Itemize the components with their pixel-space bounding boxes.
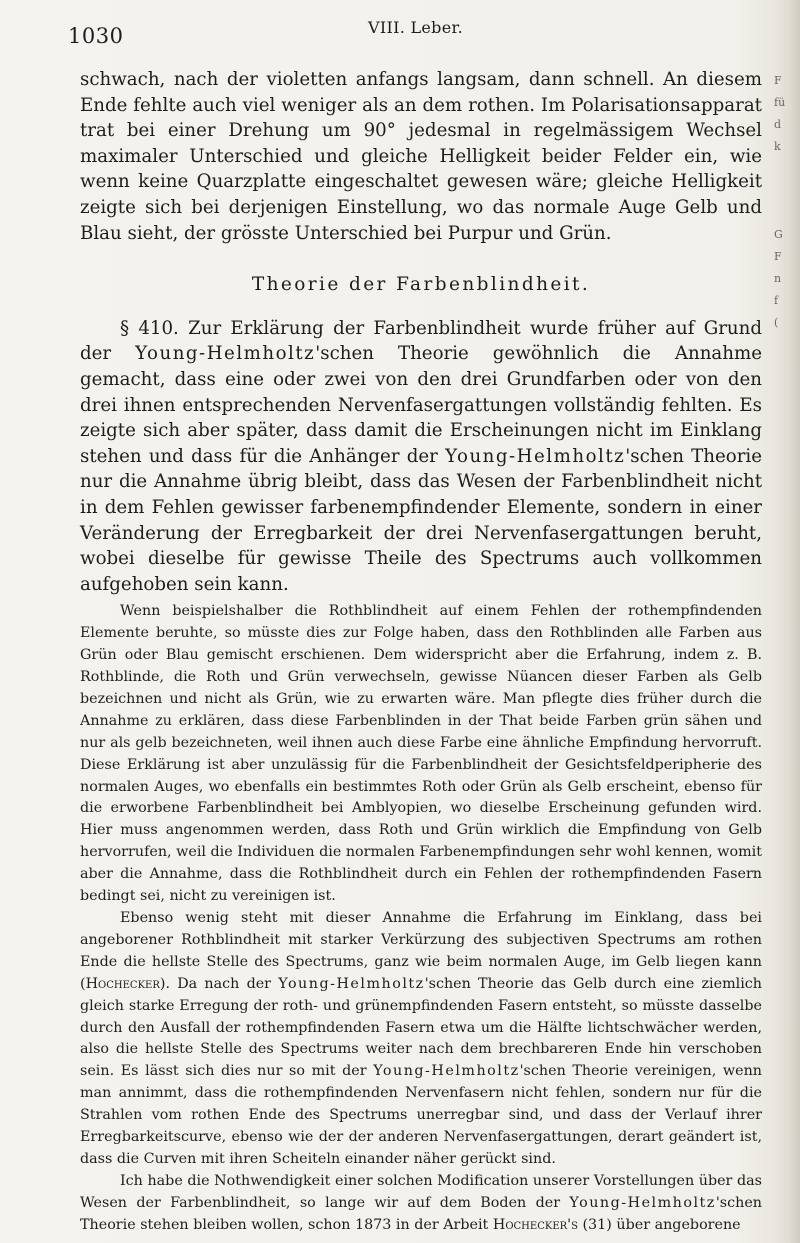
page-edge xyxy=(788,0,800,1243)
author-name: Young-Helmholtz xyxy=(373,1063,520,1080)
facing-page-bleed xyxy=(774,70,786,334)
citation: Hochecker's xyxy=(492,1216,578,1233)
author-name: Young-Helmholtz xyxy=(445,445,626,467)
bleed-mark: F xyxy=(774,74,782,87)
bleed-mark: F xyxy=(774,250,782,263)
running-head: VIII. Leber. xyxy=(368,18,464,37)
bleed-mark: ( xyxy=(774,316,779,329)
paragraph-continuation: schwach, nach der violetten anfangs langsam, dann schnell. An diesem Ende fehlte auch viel weniger als an dem rothen. Im Polarisationsapparat trat bei einer Drehung um 90° jedesmal in regelmässigem Wechsel maximaler Unterschied und gleiche Helligkeit beider Felder ein, wie wenn keine Quarzplatte eingeschaltet gewesen wäre; gleiche Helligkeit zeigte sich bei derjenigen Einstellung, wo das normale Auge Gelb und Blau sieht, der grösste Unterschied bei Purpur und Grün. xyxy=(80,69,762,244)
bleed-mark: f xyxy=(774,294,779,307)
section-number: § 410. xyxy=(120,317,179,339)
bleed-mark: n xyxy=(774,272,782,285)
author-name: Young-Helmholtz xyxy=(569,1194,716,1211)
page-number: 1030 xyxy=(68,24,124,48)
small-print-block xyxy=(80,601,762,1236)
author-name: Young-Helmholtz xyxy=(135,343,316,365)
bleed-mark: d xyxy=(774,118,782,131)
small-paragraph-2: Ebenso wenig steht mit dieser Annahme die Erfahrung im Einklang, dass bei angeborener Rothblindheit mit starker Verkürzung des subjectiven Spectrums am rothen Ende die hellste Stelle des Spectrums, ganz wie beim normalen Auge, im Gelb liegen kann (Hochecker). Da nach der Young-Helmholtz'schen Theorie das Gelb durch eine ziemlich gleich starke Erregung der roth- und grünempfindenden Fasern entsteht, so müsste dasselbe durch den Ausfall der rothempfindenden Fasern etwa um die Hälfte lichtschwächer werden, also die hellste Stelle des Spectrums weiter nach dem brechbareren Ende hin verschoben sein. Es lässt sich dies nur so mit der Young-Helmholtz'schen Theorie vereinigen, wenn man annimmt, dass die rothempfindenden Nervenfasern nicht fehlen, sondern nur für die Strahlen vom rothen Ende des Spectrums unerregbar sind, und dass der Verlauf ihrer Erregbarkeitscurve, ebenso wie der der anderen Nervenfasergattungen, derart geändert ist, dass die Curven mit ihren Scheiteln einander näher gerückt sind. xyxy=(80,909,763,1167)
small-paragraph-3: Ich habe die Nothwendigkeit einer solchen Modification unserer Vorstellungen über das Wesen der Farbenblindheit, so lange wir auf dem Boden der Young-Helmholtz'schen Theorie stehen bleiben wollen, schon 1873 in der Arbeit Hochecker's (31) über angeborene xyxy=(80,1172,762,1233)
small-paragraph-1: Wenn beispielshalber die Rothblindheit auf einem Fehlen der rothempfindenden Elemente beruhte, so müsste dies zur Folge haben, dass den Rothblinden alle Farben aus Grün oder Blau gemischt erschienen. Dem widerspricht aber die Erfahrung, indem z. B. Rothblinde, die Roth und Grün verwechseln, gewisse Nüancen dieser Farben als Gelb bezeichnen und nicht als Grün, wie zu erwarten wäre. Man pflegte dies früher durch die Annahme zu erklären, dass diese Farbenblinden in der That beide Farben grün sähen und nur als gelb bezeichneten, weil ihnen auch diese Farbe eine ähnliche Empfindung hervorruft. Diese Erklärung ist aber unzulässig für die Farbenblindheit der Gesichtsfeldperipherie des normalen Auges, wo ebenfalls ein bestimmtes Roth oder Grün als Gelb erscheint, ebenso für die erworbene Farbenblindheit bei Amblyopien, wo dieselbe Erscheinung gefunden wird. Hier muss angenommen werden, dass Roth und Grün wirklich die Empfindung von Gelb hervorrufen, weil die Individuen die normalen Farbenempfindungen sehr wohl kennen, womit aber die Annahme, dass die Rothblindheit durch ein Fehlen der rothempfindenden Fasern bedingt sei, nicht zu vereinigen ist. xyxy=(80,603,762,905)
bleed-mark: k xyxy=(774,140,781,153)
section-heading: Theorie der Farbenblindheit. xyxy=(251,274,591,296)
main-text xyxy=(80,67,762,1237)
bleed-mark: G xyxy=(774,228,783,241)
page-header xyxy=(68,14,768,48)
citation: Hochecker xyxy=(85,975,160,992)
bleed-mark: fü xyxy=(774,96,786,109)
author-name: Young-Helmholtz xyxy=(278,975,425,992)
paragraph-section-410: § 410. Zur Erklärung der Farbenblindheit wurde früher auf Grund der Young-Helmholtz'schen Theorie gewöhnlich die Annahme gemacht, dass eine oder zwei von den drei Grundfarben oder von den drei ihnen entsprechenden Nervenfasergattungen vollständig fehlten. Es zeigte sich aber später, dass damit die Erscheinungen nicht im Einklang stehen und dass für die Anhänger der Young-Helmholtz'schen Theorie nur die Annahme übrig bleibt, dass das Wesen der Farbenblindheit nicht in dem Fehlen gewisser farbenempfindender Elemente, sondern in einer Veränderung der Erregbarkeit der drei Nervenfasergattungen beruht, wobei dieselbe für gewisse Theile des Spectrums auch vollkommen aufgehoben sein kann. xyxy=(80,317,762,595)
